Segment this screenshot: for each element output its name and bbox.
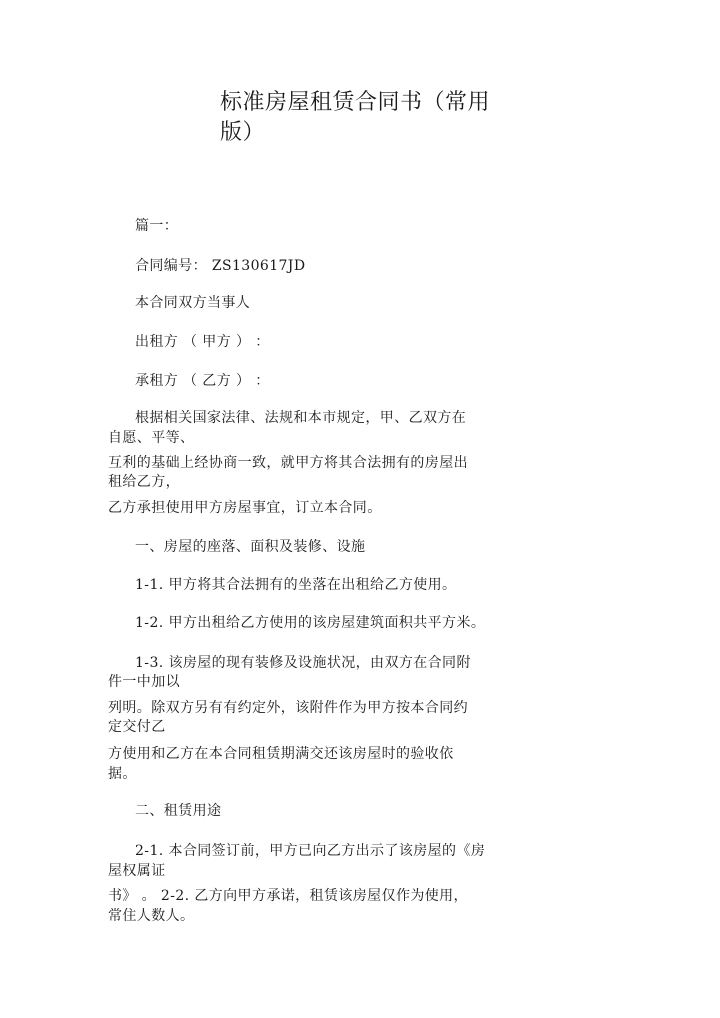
document-title: 标准房屋租赁合同书（常用版） — [220, 90, 491, 145]
parties-heading: 本合同双方当事人 — [135, 295, 251, 311]
clause-2-line: 常住人数人。 — [108, 908, 195, 924]
clause-1-3-line: 方使用和乙方在本合同租赁期满交还该房屋时的验收依 — [108, 746, 454, 762]
preamble-line: 乙方承担使用甲方房屋事宜，订立本合同。 — [108, 500, 382, 516]
clause-1-3-line: 列明。除双方另有有约定外，该附件作为甲方按本合同约 — [108, 700, 468, 716]
clause-2-line: 书》 。 2-2. 乙方向甲方承诺，租赁该房屋仅作为使用， — [108, 888, 468, 904]
lessor-line: 出租方 （ 甲方 ） ： — [135, 334, 270, 350]
clause-2-line: 屋权属证 — [108, 863, 166, 879]
clause-1-1: 1-1. 甲方将其合法拥有的坐落在出租给乙方使用。 — [135, 577, 457, 593]
contract-number: 合同编号： ZS130617JD — [135, 258, 306, 274]
preamble-line: 根据相关国家法律、法规和本市规定，甲、乙双方在 — [135, 410, 467, 426]
clause-1-3-line: 1-3. 该房屋的现有装修及设施状况，由双方在合同附 — [135, 655, 471, 671]
section-1-heading: 一、房屋的座落、面积及装修、设施 — [135, 539, 366, 555]
chapter-label: 篇一： — [135, 218, 179, 234]
clause-1-3-line: 据。 — [108, 766, 137, 782]
clause-2-line: 2-1. 本合同签订前，甲方已向乙方出示了该房屋的《房 — [135, 843, 486, 859]
preamble-line: 自愿、平等、 — [108, 430, 195, 446]
section-2-heading: 二、租赁用途 — [135, 803, 222, 819]
clause-1-3-line: 定交付乙 — [108, 719, 166, 735]
preamble-line: 租给乙方， — [108, 474, 180, 490]
clause-1-2: 1-2. 甲方出租给乙方使用的该房屋建筑面积共平方米。 — [135, 615, 486, 631]
clause-1-3-line: 件一中加以 — [108, 674, 180, 690]
lessee-line: 承租方 （ 乙方 ） ： — [135, 373, 270, 389]
preamble-line: 互利的基础上经协商一致，就甲方将其合法拥有的房屋出 — [108, 455, 468, 471]
